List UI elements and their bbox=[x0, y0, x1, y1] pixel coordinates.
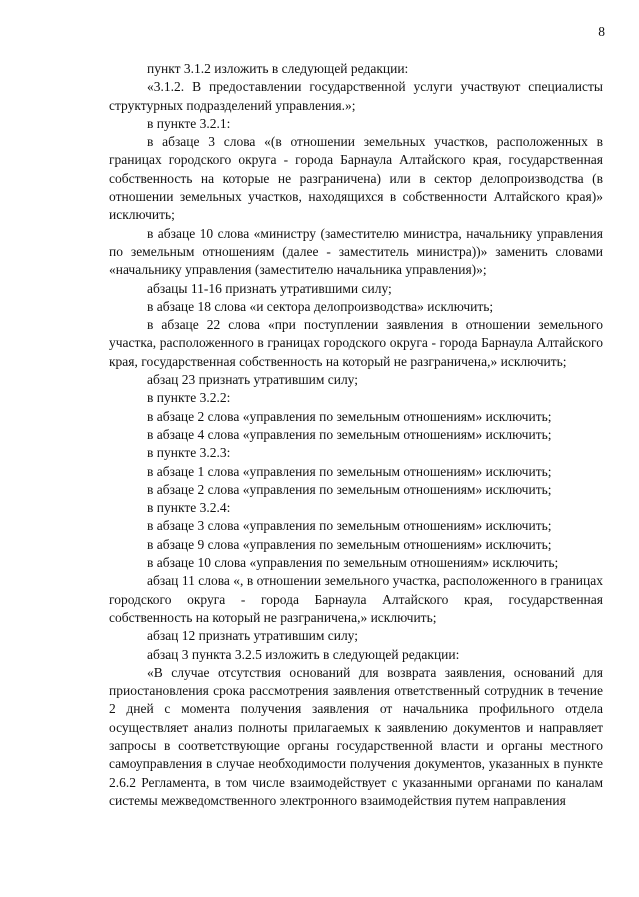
page-number: 8 bbox=[598, 24, 605, 39]
paragraph: в абзаце 4 слова «управления по земельным отношениям» исключить; bbox=[147, 426, 552, 442]
paragraph: в абзаце 2 слова «управления по земельным отношениям» исключить; bbox=[147, 408, 552, 424]
paragraph: в абзаце 9 слова «управления по земельным отношениям» исключить; bbox=[147, 536, 552, 552]
paragraph: в абзаце 10 слова «министру (заместителю министра, начальнику управления по земельным отношениям (далее - заместитель министра))» заменить словами «начальнику управления (заместителю начальника управления)»; bbox=[109, 225, 603, 278]
paragraph: абзац 12 признать утратившим силу; bbox=[147, 628, 359, 644]
paragraph: в абзаце 10 слова «управления по земельным отношениям» исключить; bbox=[147, 555, 559, 571]
document-body bbox=[109, 60, 603, 810]
paragraph: в абзаце 3 слова «управления по земельным отношениям» исключить; bbox=[147, 518, 552, 534]
paragraph: в абзаце 3 слова «(в отношении земельных участков, расположенных в границах городского округа - города Барнаула Алтайского края, государственная собственность на которые не разграничена) или в сектор делопроизводства (в отношении земельных участков, находящихся в собственности Алтайского края)» исключить; bbox=[109, 134, 603, 223]
paragraph: в пункте 3.2.4: bbox=[147, 500, 231, 516]
paragraph: абзац 23 признать утратившим силу; bbox=[147, 372, 359, 388]
paragraph: в пункте 3.2.2: bbox=[147, 390, 231, 406]
paragraph: в абзаце 1 слова «управления по земельным отношениям» исключить; bbox=[147, 463, 552, 479]
paragraph: абзац 3 пункта 3.2.5 изложить в следующей редакции: bbox=[147, 646, 460, 662]
paragraph: «3.1.2. В предоставлении государственной услуги участвуют специалисты структурных подразделений управления.»; bbox=[109, 79, 603, 113]
paragraph: «В случае отсутствия оснований для возврата заявления, оснований для приостановления срока рассмотрения заявления ответственный сотрудник в течение 2 дней с момента получения заявления от начальника профильного отдела осуществляет анализ полноты прилагаемых к заявлению документов и направляет запросы в соответствующие органы государственной власти и органы местного самоуправления в случае необходимости получения документов, указанных в пункте 2.6.2 Регламента, в том числе взаимодействует с указанными органами по каналам системы межведомственного электронного взаимодействия путем направления bbox=[109, 664, 603, 808]
paragraph: абзацы 11-16 признать утратившими силу; bbox=[147, 280, 392, 296]
paragraph: в пункте 3.2.1: bbox=[147, 115, 231, 131]
paragraph: в пункте 3.2.3: bbox=[147, 445, 231, 461]
paragraph: в абзаце 2 слова «управления по земельным отношениям» исключить; bbox=[147, 481, 552, 497]
paragraph: в абзаце 18 слова «и сектора делопроизводства» исключить; bbox=[147, 298, 494, 314]
paragraph: абзац 11 слова «, в отношении земельного участка, расположенного в границах городского округа - города Барнаула Алтайского края, государственная собственность на который не разграничена,» исключить; bbox=[109, 573, 603, 625]
paragraph: в абзаце 22 слова «при поступлении заявления в отношении земельного участка, расположенного в границах городского округа - города Барнаула Алтайского края, государственная собственность на который не разграничена,» исключить; bbox=[109, 317, 603, 369]
paragraph: пункт 3.1.2 изложить в следующей редакции: bbox=[147, 61, 409, 76]
